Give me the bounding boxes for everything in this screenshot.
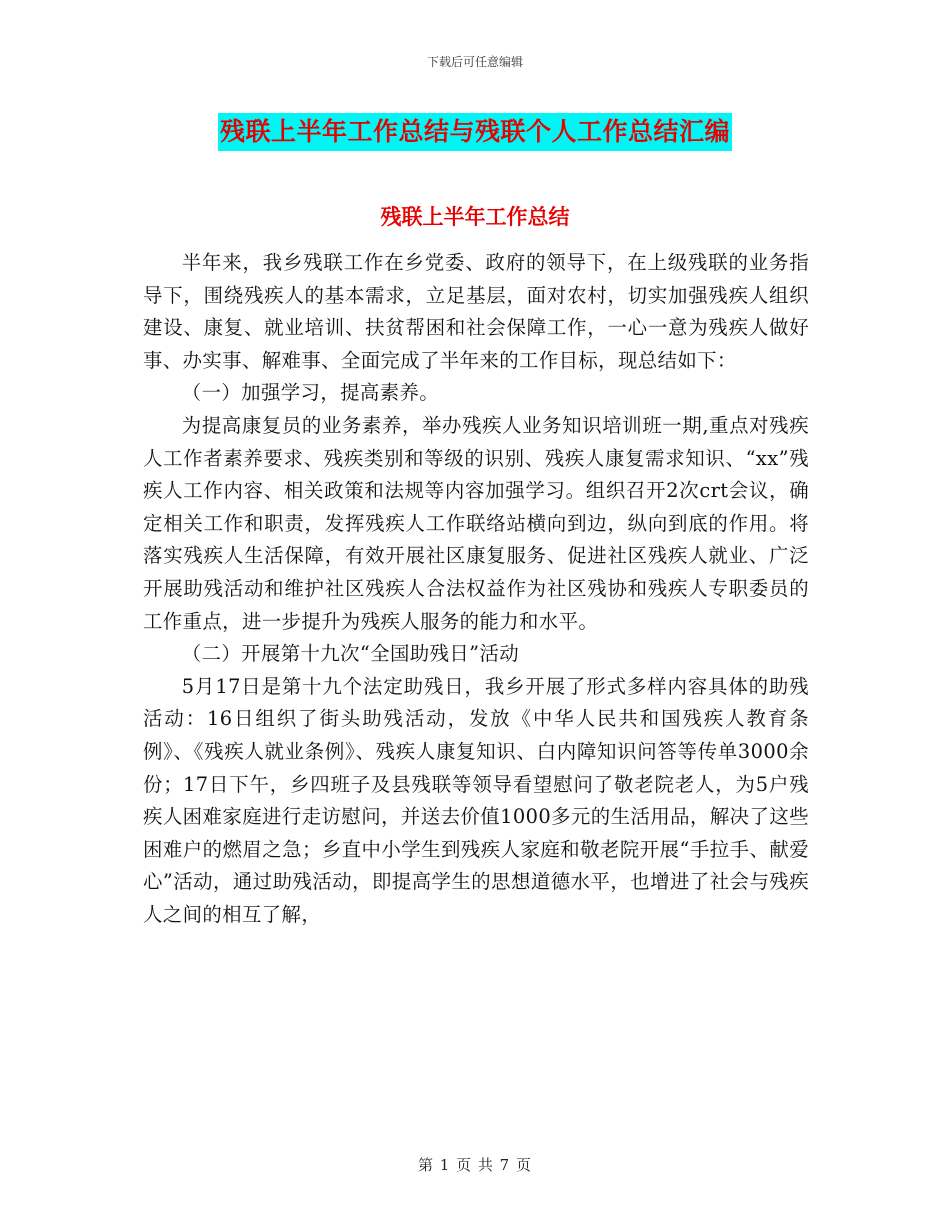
header-note: 下载后可任意编辑	[426, 55, 523, 69]
body-text	[143, 247, 809, 931]
document-title-text: 残联上半年工作总结与残联个人工作总结汇编	[218, 113, 732, 151]
paragraph-intro: 半年来，我乡残联工作在乡党委、政府的领导下，在上级残联的业务指导下，围绕残疾人的基本需求，立足基层，面对农村，切实加强残疾人组织建设、康复、就业培训、扶贫帮困和社会保障工作，一心一意为残疾人做好事、办实事、解难事、全面完成了半年来的工作目标，现总结如下：	[143, 251, 809, 372]
paragraph-heading-2: （二）开展第十九次“全国助残日”活动	[181, 642, 520, 666]
paragraph-heading-1: （一）加强学习，提高素养。	[181, 381, 440, 405]
paragraph-disability-day: 5月17日是第十九个法定助残日，我乡开展了形式多样内容具体的助残活动：16日组织了街头助残活动，发放《中华人民共和国残疾人教育条例》、《残疾人就业条例》、残疾人康复知识、白内障知识问答等传单3000余份；17日下午，乡四班子及县残联等领导看望慰问了敬老院老人，为5户残疾人困难家庭进行走访慰问，并送去价值1000多元的生活用品，解决了这些困难户的燃眉之急；乡直中小学生到残疾人家庭和敬老院开展“手拉手、献爱心”活动，通过助残活动，即提高学生的思想道德水平，也增进了社会与残疾人之间的相互了解，	[143, 674, 809, 926]
page-footer: 第 1 页 共 7 页	[418, 1156, 532, 1174]
document-title	[0, 110, 950, 151]
section-title: 残联上半年工作总结	[380, 204, 570, 229]
paragraph-study: 为提高康复员的业务素养，举办残疾人业务知识培训班一期,重点对残疾人工作者素养要求、残疾类别和等级的识别、残疾人康复需求知识、“xx”残疾人工作内容、相关政策和法规等内容加强学习。组织召开2次crt会议，确定相关工作和职责，发挥残疾人工作联络站横向到边，纵向到底的作用。将落实残疾人生活保障，有效开展社区康复服务、促进社区残疾人就业、广泛开展助残活动和维护社区残疾人合法权益作为社区残协和残疾人专职委员的工作重点，进一步提升为残疾人服务的能力和水平。	[143, 413, 809, 633]
